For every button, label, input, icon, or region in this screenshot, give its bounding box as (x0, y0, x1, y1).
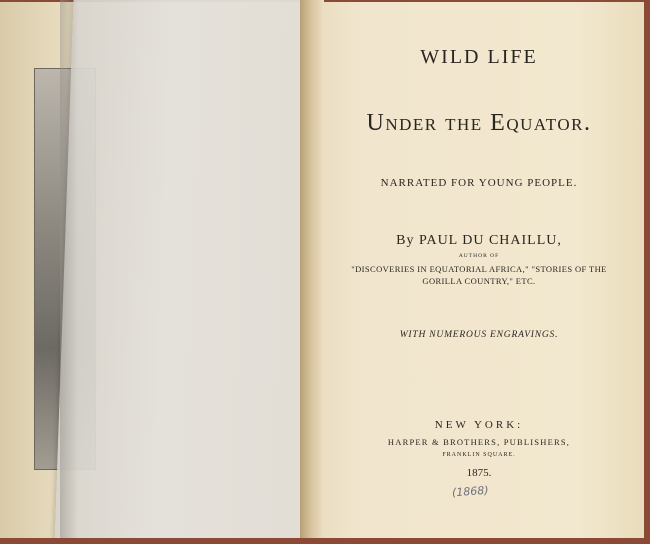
publication-year: 1875. (466, 467, 492, 479)
publisher-name: HARPER & BROTHERS, PUBLISHERS, (387, 437, 571, 447)
subtitle: NARRATED FOR YOUNG PEOPLE. (380, 177, 578, 189)
title-line-2: Under the Equator. (366, 110, 592, 136)
title-line-1: WILD LIFE (420, 46, 538, 68)
other-works-line-2: GORILLA COUNTRY," ETC. (422, 276, 536, 286)
cover-edge-right (644, 0, 650, 544)
title-page-text (314, 0, 644, 544)
publisher-address: FRANKLIN SQUARE. (442, 452, 516, 458)
publisher-city: NEW YORK: (434, 419, 524, 431)
tissue-shadow (60, 0, 78, 544)
engravings-note: WITH NUMEROUS ENGRAVINGS. (399, 330, 559, 340)
pencil-annotation: (1868) (451, 483, 489, 500)
author-of-label: AUTHOR OF (458, 253, 500, 259)
tissue-guard-sheet (55, 0, 324, 544)
byline: By PAUL DU CHAILLU, (396, 233, 562, 248)
other-works-line-1: "DISCOVERIES IN EQUATORIAL AFRICA," "STORIES OF THE (351, 264, 607, 274)
cover-edge-bottom (0, 538, 650, 544)
